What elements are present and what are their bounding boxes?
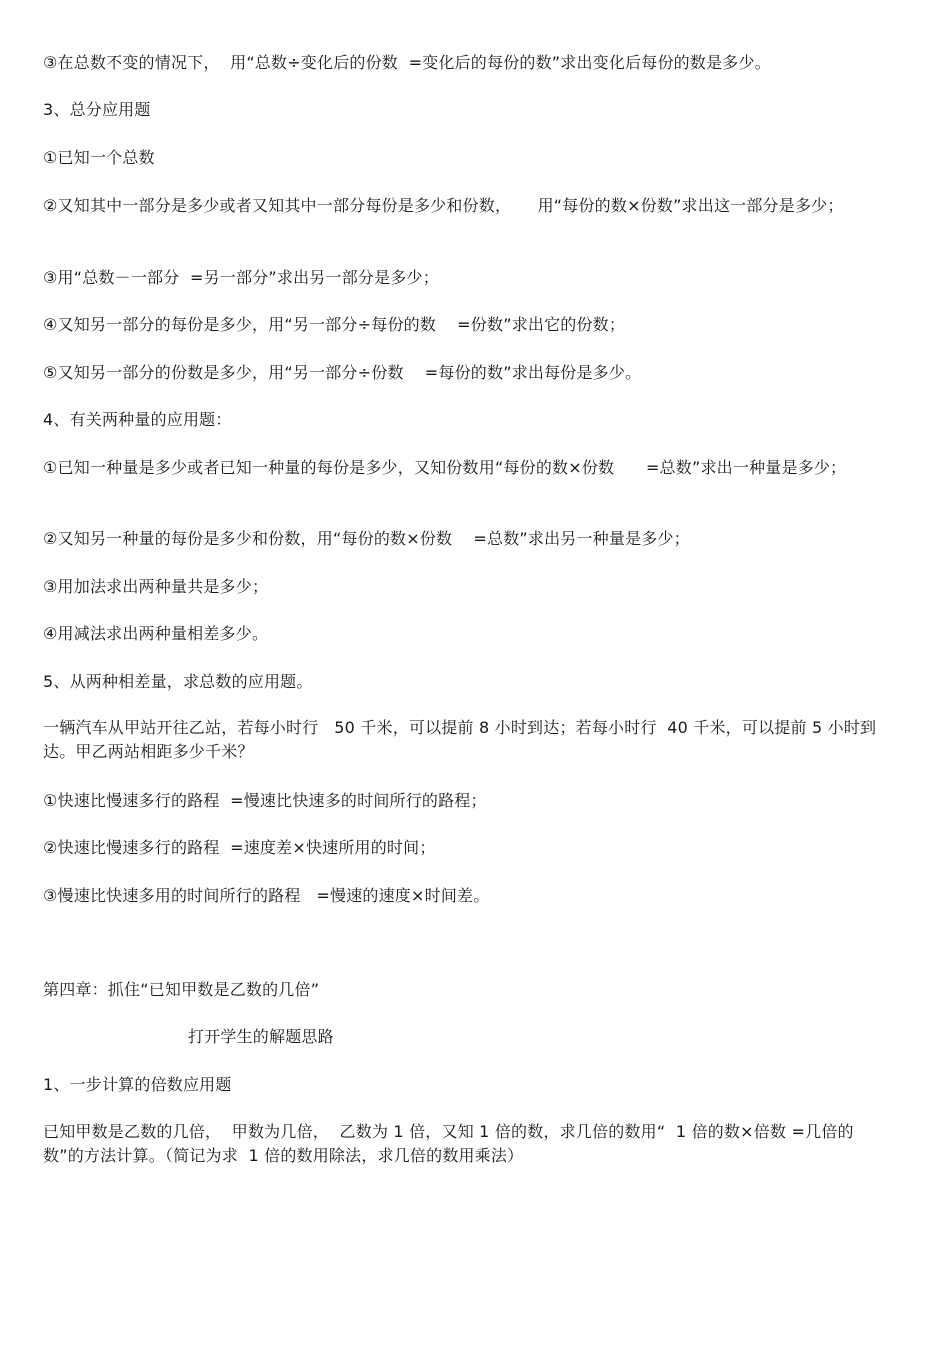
- paragraph-6: ④又知另一部分的每份是多少，用“另一部分÷每份的数 =份数”求出它的份数；: [43, 315, 626, 334]
- paragraph-9: ①已知一种量是多少或者已知一种量的每份是多少，又知份数用“每份的数×份数 =总数”求出一种量是多少；: [43, 458, 847, 477]
- paragraph-11: ③用加法求出两种量共是多少；: [43, 577, 269, 596]
- paragraph-7: ⑤又知另一部分的份数是多少，用“另一部分÷份数 =每份的数”求出每份是多少。: [43, 363, 642, 382]
- chapter-heading: 第四章：抓住“已知甲数是乙数的几倍”: [43, 980, 320, 999]
- heading-section-1: 1、一步计算的倍数应用题: [43, 1075, 232, 1094]
- paragraph-15: ①快速比慢速多行的路程 =慢速比快速多的时间所行的路程；: [43, 791, 487, 810]
- paragraph-16: ②快速比慢速多行的路程 =速度差×快速所用的时间；: [43, 838, 436, 857]
- heading-section-4: 4、有关两种量的应用题：: [43, 410, 232, 429]
- paragraph-5: ③用“总数－一部分 =另一部分”求出另一部分是多少；: [43, 268, 439, 287]
- paragraph-12: ④用减法求出两种量相差多少。: [43, 624, 269, 643]
- paragraph-14: 一辆汽车从甲站开往乙站，若每小时行 50 千米，可以提前 8 小时到达；若每小时行 40 千米，可以提前 5 小时到达。甲乙两站相距多少千米？: [43, 718, 877, 761]
- paragraph-17: ③慢速比快速多用的时间所行的路程 =慢速的速度×时间差。: [43, 886, 490, 905]
- paragraph-10: ②又知另一种量的每份是多少和份数，用“每份的数×份数 =总数”求出另一种量是多少；: [43, 529, 690, 548]
- heading-section-3: 3、总分应用题: [43, 100, 151, 119]
- chapter-subheading: 打开学生的解题思路: [188, 1027, 334, 1046]
- paragraph-1: ③在总数不变的情况下， 用“总数÷变化后的份数 =变化后的每份的数”求出变化后每份的数是多少。: [43, 53, 771, 72]
- paragraph-3: ①已知一个总数: [43, 148, 155, 167]
- paragraph-4: ②又知其中一部分是多少或者又知其中一部分每份是多少和份数， 用“每份的数×份数”求出这一部分是多少；: [43, 196, 844, 215]
- heading-section-5: 5、从两种相差量，求总数的应用题。: [43, 672, 313, 691]
- paragraph-21: 已知甲数是乙数的几倍， 甲数为几倍， 乙数为 1 倍，又知 1 倍的数，求几倍的数用“ 1 倍的数×倍数 =几倍的数”的方法计算。（简记为求 1 倍的数用除法，求几倍的数用乘法）: [43, 1122, 854, 1165]
